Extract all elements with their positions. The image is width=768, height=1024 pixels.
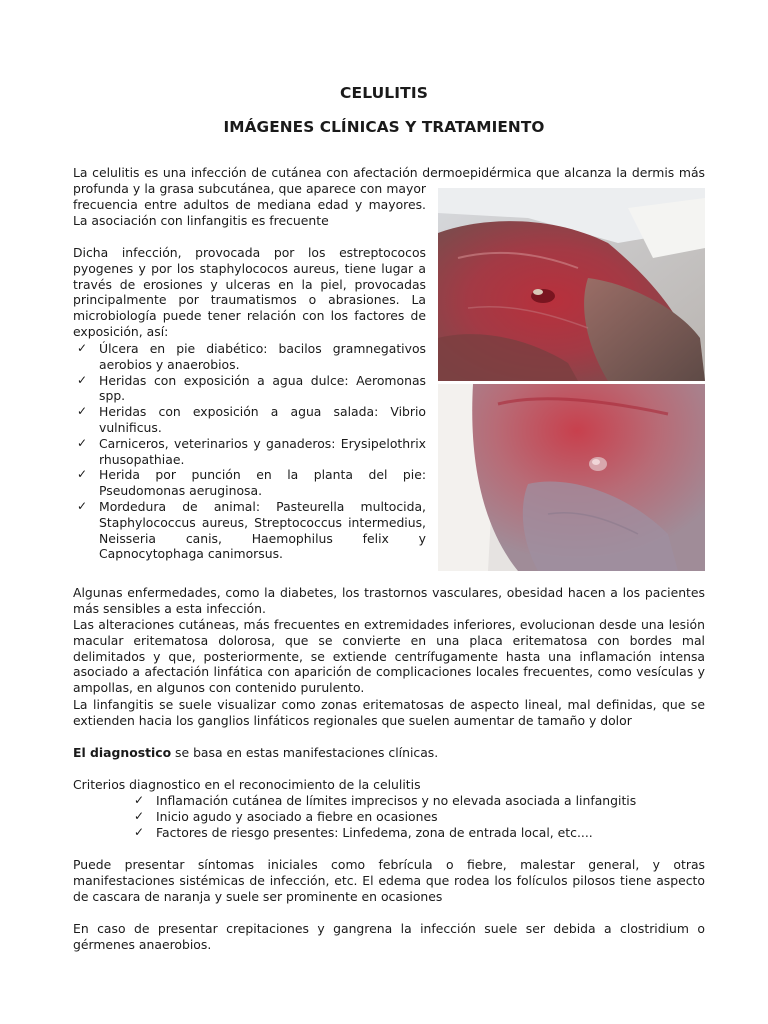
check-icon: ✓: [134, 808, 145, 823]
clinical-photo-heel: [438, 384, 705, 571]
list-item: ✓ Herida por punción en la planta del pie: Pseudomonas aeruginosa.: [77, 467, 426, 499]
check-icon: ✓: [77, 341, 88, 355]
heel-cellulitis-image: [438, 384, 705, 571]
document-title: CELULITIS: [340, 84, 428, 102]
document-subtitle: IMÁGENES CLÍNICAS Y TRATAMIENTO: [223, 118, 545, 136]
criteria-heading: Criterios diagnostico en el reconocimiento de la celulitis: [73, 777, 421, 792]
leg-cellulitis-image: [438, 188, 705, 381]
check-icon: ✓: [77, 372, 88, 387]
intro-paragraph: profunda y la grasa subcutánea, que aparece con mayor frecuencia entre adultos de mediana edad y mayores. La asociación con linfangitis es frecuente: [73, 181, 426, 228]
list-item: ✓ Carniceros, veterinarios y ganaderos: Erysipelothrix rhusopathiae.: [77, 435, 426, 467]
check-icon: ✓: [134, 824, 145, 839]
criteria-list: [130, 793, 636, 840]
check-icon: ✓: [134, 793, 145, 807]
list-item: ✓ Mordedura de animal: Pasteurella multocida, Staphylococcus aureus, Streptococcus intermedius, Neisseria canis, Haemophilus felix y Capnocytophaga canimorsus.: [77, 498, 426, 562]
intro-line-1: La celulitis es una infección de cutánea con afectación dermoepidérmica que alcanza la dermis más: [73, 165, 705, 180]
lymphangitis-paragraph: La linfangitis se suele visualizar como zonas eritematosas de aspecto lineal, mal definidas, que se extienden hacia los ganglios linfáticos regionales que suelen aumentar de tamaño y dolor: [73, 697, 705, 728]
list-item: ✓ Úlcera en pie diabético: bacilos gramnegativos aerobios y anaerobios.: [77, 341, 426, 372]
diagnosis-paragraph: El diagnostico se basa en estas manifestaciones clínicas.: [73, 745, 439, 760]
symptoms-paragraph: Puede presentar síntomas iniciales como febrícula o fiebre, malestar general, y otras manifestaciones sistémicas de infección, etc. El edema que rodea los folículos pilosos tiene aspecto de cascara de naranja y suele ser prominente en ocasiones: [73, 857, 705, 904]
list-item: ✓ Inicio agudo y asociado a fiebre en ocasiones: [134, 808, 438, 824]
check-icon: ✓: [77, 404, 88, 419]
gangrene-paragraph: En caso de presentar crepitaciones y gangrena la infección suele ser debida a clostridium o gérmenes anaerobios.: [73, 921, 705, 952]
check-icon: ✓: [77, 498, 88, 513]
risk-paragraph: Algunas enfermedades, como la diabetes, los trastornos vasculares, obesidad hacen a los pacientes más sensibles a esta infección.: [73, 585, 705, 616]
exposure-factor-list: [73, 341, 426, 562]
list-item: ✓ Inflamación cutánea de límites imprecisos y no elevada asociada a linfangitis: [134, 793, 637, 808]
list-item: ✓ Factores de riesgo presentes: Linfedema, zona de entrada local, etc....: [134, 824, 593, 840]
clinical-photo-leg: [438, 188, 705, 381]
check-icon: ✓: [77, 435, 88, 450]
check-icon: ✓: [77, 467, 88, 482]
diagnosis-heading: El diagnostico: [73, 745, 172, 760]
infection-paragraph: Dicha infección, provocada por los estreptococos pyogenes y por los staphylococos aureus, tiene lugar a través de erosiones y ulceras en la piel, provocadas principalmente por traumatismos o abrasiones. La microbiología puede tener relación con los factores de exposición, así:: [73, 245, 426, 339]
lesions-paragraph: Las alteraciones cutáneas, más frecuentes en extremidades inferiores, evolucionan desde una lesión macular eritematosa dolorosa, que se convierte en una placa eritematosa con bordes mal delimitados y que, posteriormente, se extiende centrífugamente hasta una inflamación intensa asociado a afectación linfática con aparición de complicaciones locales frecuentes, como vesículas y ampollas, en algunos con contenido purulento.: [73, 617, 705, 696]
list-item: ✓ Heridas con exposición a agua salada: Vibrio vulnificus.: [77, 404, 426, 435]
list-item: ✓ Heridas con exposición a agua dulce: Aeromonas spp.: [77, 372, 426, 404]
intro-first-line: [73, 165, 705, 181]
